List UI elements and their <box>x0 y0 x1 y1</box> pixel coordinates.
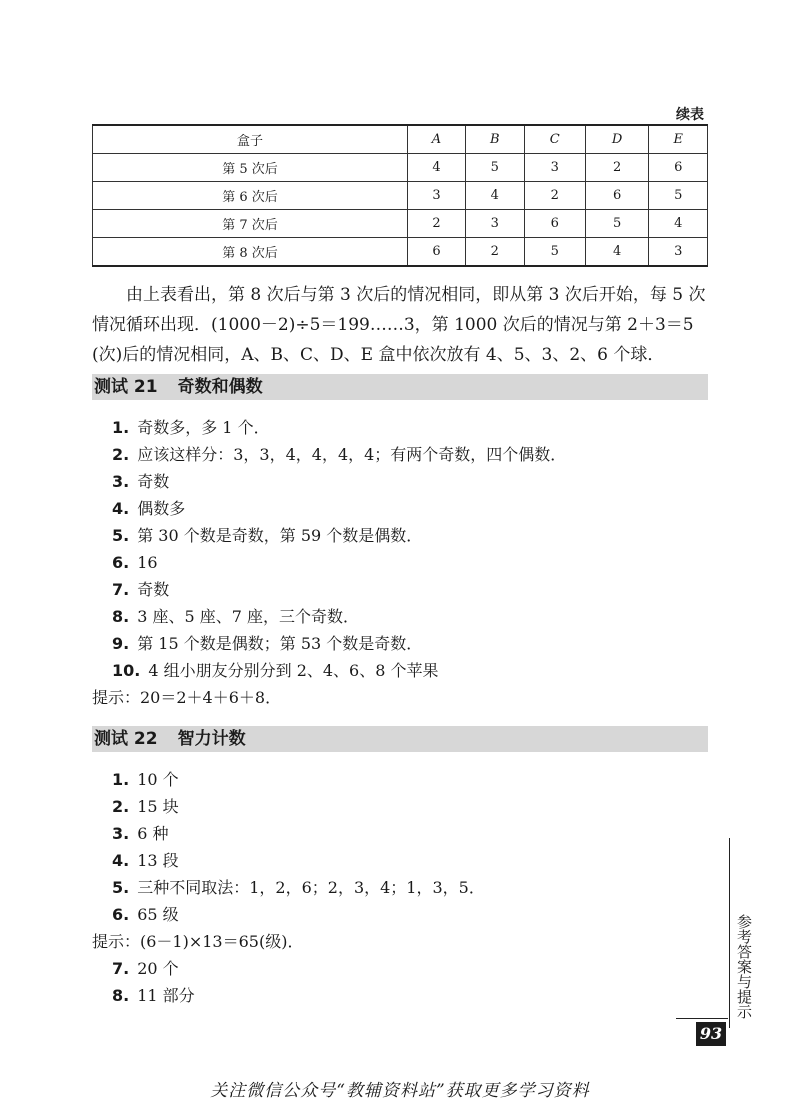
item-text: 16 <box>137 553 158 572</box>
table-cell: 第 7 次后 <box>93 210 408 238</box>
list-item <box>112 874 712 901</box>
table-header-row <box>93 125 708 154</box>
list-item <box>112 522 712 549</box>
item-number: 2. <box>112 445 130 464</box>
list-item <box>112 549 712 576</box>
table-header-cell: C <box>524 125 585 154</box>
item-text: 65 级 <box>137 905 179 924</box>
list-item <box>112 468 712 495</box>
table-cell: 5 <box>524 238 585 267</box>
list-item <box>112 414 712 441</box>
item-number: 5. <box>112 526 130 545</box>
box-rotation-table <box>92 124 708 267</box>
list-item <box>112 495 712 522</box>
item-number: 1. <box>112 770 130 789</box>
table-cell: 第 8 次后 <box>93 238 408 267</box>
table-row <box>93 182 708 210</box>
table-cell: 6 <box>649 154 708 182</box>
table-row <box>93 154 708 182</box>
section-number: 测试 22 <box>94 729 158 749</box>
footer-watermark: 关注微信公众号“教辅资料站”获取更多学习资料 <box>210 1081 590 1101</box>
table-cell: 4 <box>408 154 466 182</box>
item-number: 4. <box>112 851 130 870</box>
item-number: 7. <box>112 580 130 599</box>
item-number: 8. <box>112 607 130 626</box>
item-text: 20 个 <box>137 959 179 978</box>
list-item <box>112 982 712 1009</box>
answer-list-test-22 <box>92 766 712 1009</box>
table-cell: 第 6 次后 <box>93 182 408 210</box>
table-header-cell: 盒子 <box>93 125 408 154</box>
list-item <box>112 820 712 847</box>
table-cell: 4 <box>649 210 708 238</box>
table-cell: 2 <box>585 154 649 182</box>
list-item <box>112 576 712 603</box>
item-text: 13 段 <box>137 851 179 870</box>
section-title: 智力计数 <box>177 729 246 749</box>
item-number: 4. <box>112 499 130 518</box>
section-title: 奇数和偶数 <box>177 377 263 397</box>
item-number: 6. <box>112 553 130 572</box>
table-cell: 第 5 次后 <box>93 154 408 182</box>
table-row <box>93 210 708 238</box>
table-cell: 5 <box>585 210 649 238</box>
list-item <box>112 847 712 874</box>
item-text: 三种不同取法：1，2，6；2，3，4；1，3，5． <box>137 878 485 897</box>
item-number: 9. <box>112 634 130 653</box>
item-number: 6. <box>112 905 130 924</box>
table-header-cell: A <box>408 125 466 154</box>
hint-line: 提示：(6－1)×13＝65(级)． <box>92 932 304 951</box>
paragraph-line: 情况循环出现．(1000－2)÷5＝199……3，第 1000 次后的情况与第 2＋3＝5 <box>92 315 694 335</box>
list-item <box>112 793 712 820</box>
table-cell: 3 <box>408 182 466 210</box>
table-cell: 4 <box>465 182 524 210</box>
table-cell: 3 <box>649 238 708 267</box>
item-text: 第 15 个数是偶数；第 53 个数是奇数． <box>137 634 423 653</box>
item-number: 2. <box>112 797 130 816</box>
item-text: 奇数 <box>137 472 170 491</box>
table-cell: 2 <box>524 182 585 210</box>
item-number: 7. <box>112 959 130 978</box>
page-number-rule <box>676 1018 728 1019</box>
list-item <box>112 630 712 657</box>
item-text: 奇数 <box>137 580 170 599</box>
item-text: 应该这样分：3，3，4，4，4，4；有两个奇数，四个偶数． <box>137 445 567 464</box>
item-number: 3. <box>112 472 130 491</box>
item-text: 11 部分 <box>137 986 195 1005</box>
table-cell: 3 <box>524 154 585 182</box>
table-cell: 4 <box>585 238 649 267</box>
continued-table-label: 续表 <box>676 107 704 123</box>
section-header-test-22 <box>92 726 708 752</box>
explanation-paragraph <box>92 280 712 370</box>
item-text: 第 30 个数是奇数，第 59 个数是偶数． <box>137 526 423 545</box>
table-cell: 2 <box>408 210 466 238</box>
table-cell: 6 <box>585 182 649 210</box>
list-item <box>112 603 712 630</box>
paragraph-line: 由上表看出，第 8 次后与第 3 次后的情况相同，即从第 3 次后开始，每 5 次 <box>126 285 706 305</box>
item-number: 8. <box>112 986 130 1005</box>
list-item <box>112 657 712 684</box>
section-header-test-21 <box>92 374 708 400</box>
list-item <box>112 901 712 928</box>
table-header-cell: D <box>585 125 649 154</box>
table-row <box>93 238 708 267</box>
item-text: 3 座、5 座、7 座，三个奇数． <box>137 607 360 626</box>
item-text: 偶数多 <box>137 499 186 518</box>
item-text: 4 组小朋友分别分到 2、4、6、8 个苹果 <box>148 661 439 680</box>
hint-line: 提示：20＝2＋4＋6＋8． <box>92 688 282 707</box>
list-item <box>112 955 712 982</box>
list-item <box>112 766 712 793</box>
table-cell: 6 <box>524 210 585 238</box>
table-cell: 5 <box>465 154 524 182</box>
item-text: 奇数多，多 1 个． <box>137 418 270 437</box>
item-text: 10 个 <box>137 770 179 789</box>
table-header-cell: E <box>649 125 708 154</box>
item-text: 6 种 <box>137 824 169 843</box>
section-number: 测试 21 <box>94 377 158 397</box>
item-number: 3. <box>112 824 130 843</box>
item-number: 1. <box>112 418 130 437</box>
paragraph-line: (次)后的情况相同，A、B、C、D、E 盒中依次放有 4、5、3、2、6 个球． <box>92 345 665 365</box>
list-item <box>112 441 712 468</box>
item-number: 10. <box>112 661 141 680</box>
page-number: 93 <box>696 1022 726 1046</box>
item-number: 5. <box>112 878 130 897</box>
answer-list-test-21 <box>92 414 712 711</box>
side-tab-label: 参考答案与提示 <box>735 914 753 1019</box>
table-header-cell: B <box>465 125 524 154</box>
table-cell: 3 <box>465 210 524 238</box>
item-text: 15 块 <box>137 797 179 816</box>
table-cell: 5 <box>649 182 708 210</box>
table-cell: 2 <box>465 238 524 267</box>
table-cell: 6 <box>408 238 466 267</box>
